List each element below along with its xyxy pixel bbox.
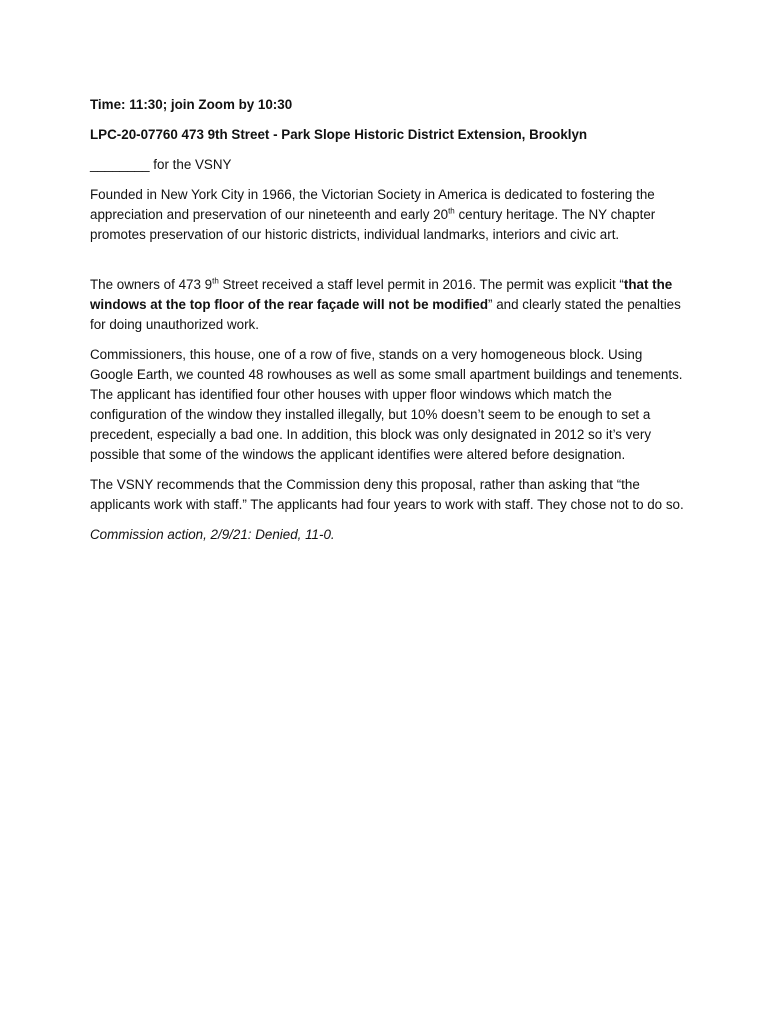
speaker-suffix: for the VSNY (149, 157, 232, 172)
intro-text-a: Founded in New York City in 1966, the Victorian Society in America is dedicated to fostering the appreciation and preservation of our nineteenth and early 20 (90, 187, 655, 222)
intro-superscript: th (448, 206, 455, 216)
commission-action: Commission action, 2/9/21: Denied, 11-0. (90, 527, 335, 542)
owners-text-a: The owners of 473 9 (90, 277, 213, 292)
case-line: LPC-20-07760 473 9th Street - Park Slope Historic District Extension, Brooklyn (90, 127, 588, 142)
commissioners-paragraph: Commissioners, this house, one of a row of five, stands on a very homogeneous block. Using Google Earth, we counted 48 rowhouses as well as some small apartment buildings and tenements. The applicant has identified four other houses with upper floor windows which match the configuration of the window they installed illegally, but 10% doesn’t seem to be enough to set a precedent, especially a bad one. In addition, this block was only designated in 2012 so it’s very possible that some of the windows the applicant identifies were altered before designation. (90, 347, 683, 462)
document-body (90, 95, 686, 555)
time-line: Time: 11:30; join Zoom by 10:30 (90, 97, 293, 112)
intro-text-b: century heritage. The NY chapter promotes preservation of our historic districts, individual landmarks, interiors and civic art. (90, 207, 656, 242)
owners-paragraph (90, 275, 686, 335)
owners-text-b: Street received a staff level permit in 2016. The permit was explicit “ (218, 277, 624, 292)
intro-paragraph (90, 185, 686, 245)
owners-superscript: th (212, 276, 219, 286)
permit-quote: that the windows at the top floor of the rear façade will not be modified (90, 277, 673, 312)
owners-text-c: ” and clearly stated the penalties for doing unauthorized work. (90, 297, 681, 332)
speaker-blank: ________ (90, 157, 150, 172)
recommendation-paragraph: The VSNY recommends that the Commission deny this proposal, rather than asking that “the applicants work with staff.” The applicants had four years to work with staff. They chose not to do so. (90, 477, 684, 512)
blank-line (90, 255, 686, 275)
speaker-line (90, 155, 686, 175)
